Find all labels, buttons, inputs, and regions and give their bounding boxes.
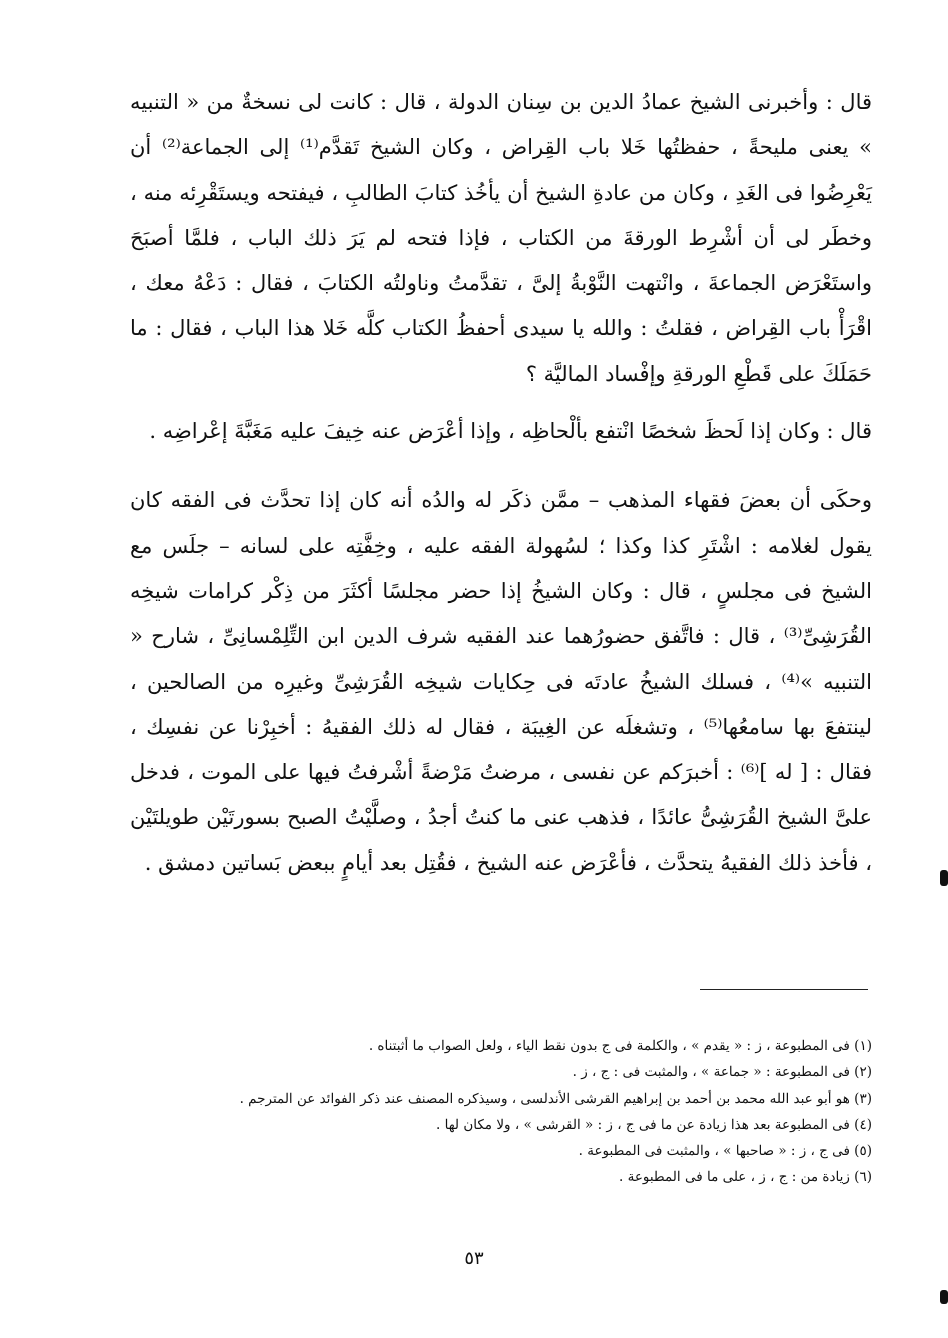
footnote-separator [700,989,868,990]
footnote-3: (٣) هو أبو عبد الله محمد بن أحمد بن إبراهيم القرشى الأندلسى ، وسيذكره المصنف عند ذكر الفوائد عن المترجم . [239,1090,872,1107]
paragraph-2: قال : وكان إذا لَحظَ شخصًا انْتفع بألْحاظِه ، وإذا أعْرَض عنه خِيفَ عليه مَغَبَّةَ إعْراضِه . [149,419,872,444]
paragraph-3: وحكَى أن بعضَ فقهاء المذهب – ممَّن ذكَر له والدُه أنه كان إذا تحدَّث فى الفقه كان يقول لغلامه : اشْتَرِ كذا وكذا ؛ لسُهولة الفقه عليه ، وخِفَّتِه على لسانه – جلَس مع الشيخ فى مجلسٍ ، قال : وكان الشيخُ إذا حضر مجلسًا أكثَرَ من ذِكْر كرامات شيخِه القُرَشِىِّ⁽³⁾ ، قال : فاتَّفق حضورُهما عند الفقيه شرف الدين ابن التِّلِمْسانِىِّ ، شارح « التنبيه »⁽⁴⁾ ، فسلك الشيخُ عادتَه فى حِكايات شيخِه القُرَشِىِّ وغيرِه من الصالحين ، لينتفعَ بها سامعُها⁽⁵⁾ ، وتشغلَه عن الغِيبَة ، فقال له ذلك الفقيهُ : أخبِرْنا عن نفسِك ، فقال : [ له ]⁽⁶⁾ : أخبرَكم عن نفسى ، مرضتُ مَرْضةً أشْرفتُ فيها على الموت ، فدخل علىَّ الشيخ القُرَشِىُّ عائدًا ، فذهب عنى ما كنتُ أجدُ ، وصلَّيْتُ الصبح بسورتَيْن طويلتَيْن ، فأخذ ذلك الفقيهُ يتحدَّث ، فأعْرَض عنه الشيخ ، فقُتِل بعد أيامٍ ببعض بَساتين دمشق . [130,488,873,875]
page-number: ٥٣ [464,1248,484,1269]
footnote-5: (٥) فى ج ، ز : « صاحبها » ، والمثبت فى المطبوعة . [578,1143,872,1160]
footnote-2: (٢) فى المطبوعة : « جماعة » ، والمثبت فى : ج ، ز . [572,1064,872,1081]
main-text [130,80,872,886]
scan-edge-mark [940,870,948,886]
footnotes [140,1033,872,1191]
footnote-1: (١) فى المطبوعة ، ز : « يقدم » ، والكلمة فى ج بدون نقط الياء ، ولعل الصواب ما أثبتناه . [368,1038,872,1054]
footnote-4: (٤) فى المطبوعة بعد هذا زيادة عن ما فى ج ، ز : « القرشى » ، ولا مكان لها . [436,1116,872,1133]
paragraph-1: قال : وأخبرنى الشيخ عمادُ الدين بن سِنان الدولة ، قال : كانت لى نسخةٌ من « التنبيه » يعنى مليحةً ، حفظتُها خَلا باب القِراض ، وكان الشيخ تَقدَّم⁽¹⁾ إلى الجماعة⁽²⁾ أن يَعْرِضُوا فى الغَدِ ، وكان من عادةِ الشيخ أن يأخُذ كتابَ الطالبِ ، فيفتحه ويستَقْرِئه منه ، وخطَر لى أن أشْرِط الورقةَ من الكتاب ، فإذا فتحه لم يَرَ ذلك الباب ، فلمَّا أصبَحَ واستَعْرَض الجماعةَ ، وانْتهت النَّوْبةُ إلىَّ ، تقدَّمتُ وناولتُه الكتابَ ، فقال : دَعْهُ معك ، اقْرَأْ باب القِراض ، فقلتُ : والله يا سيدى أحفظُ الكتاب كلَّه خَلا هذا الباب ، فقال : ما حَمَلَكَ على قَطْعِ الورقةِ وإفْساد الماليَّة ؟ [130,90,872,386]
footnote-6: (٦) زيادة من : ج ، ز ، على ما فى المطبوعة . [619,1169,872,1186]
scan-edge-mark [940,1290,948,1304]
